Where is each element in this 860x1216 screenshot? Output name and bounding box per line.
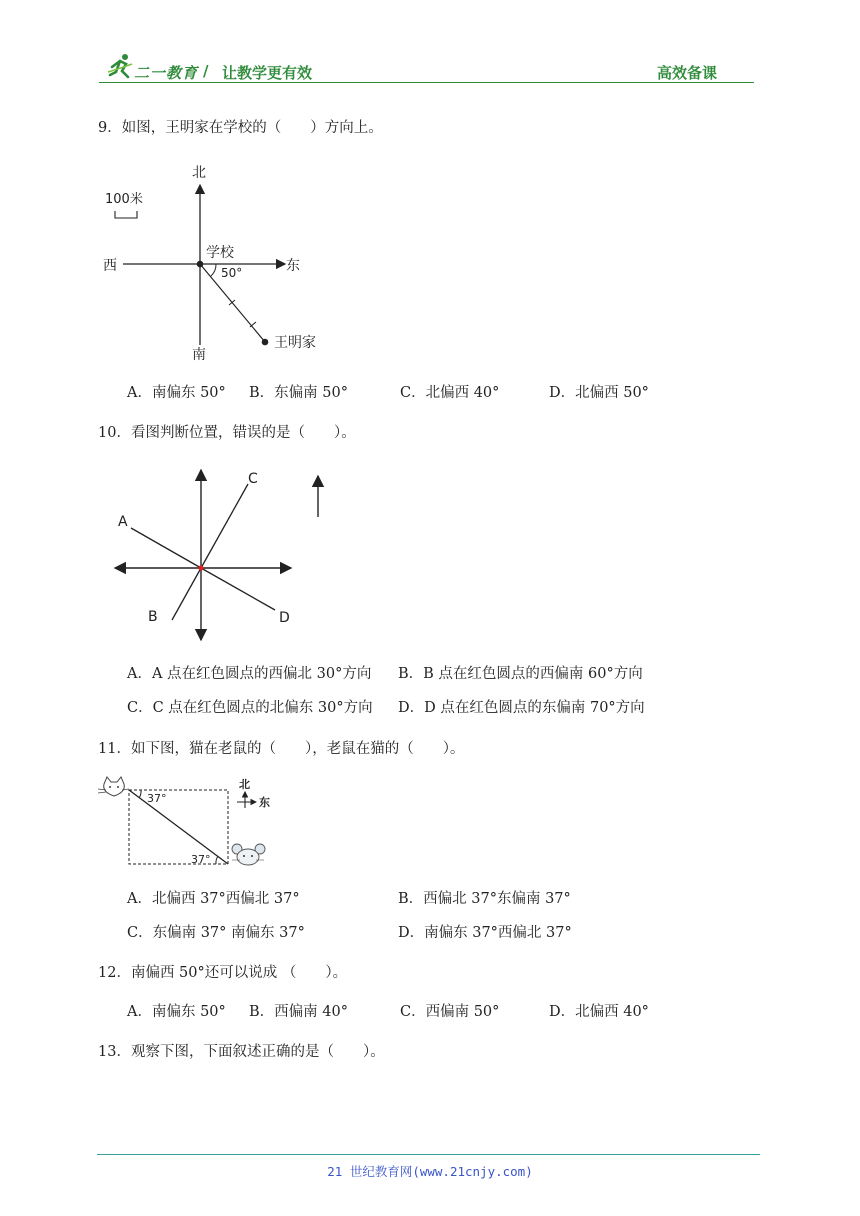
point-a-label: A — [118, 514, 128, 530]
north-label: 北 — [192, 165, 206, 181]
question-10-option-b[interactable]: B．B 点在红色圆点的西偏南 60°方向 — [398, 666, 643, 682]
question-10-figure — [105, 462, 345, 642]
angle-arc-top — [139, 790, 141, 798]
question-9-option-d[interactable]: D．北偏西 50° — [549, 385, 649, 401]
footer-text[interactable]: 21 世纪教育网(www.21cnjy.com) — [327, 1164, 533, 1179]
question-10-option-a[interactable]: A．A 点在红色圆点的西偏北 30°方向 — [127, 666, 372, 682]
point-d-label: D — [279, 610, 290, 626]
east-label: 东 — [286, 258, 300, 274]
question-12-option-b[interactable]: B．西偏南 40° — [249, 1004, 348, 1020]
compass-east-label: 东 — [259, 796, 270, 809]
header-separator: / — [203, 62, 209, 80]
question-11-option-d[interactable]: D．南偏东 37°西偏北 37° — [398, 925, 572, 941]
question-11-option-c[interactable]: C．东偏南 37° 南偏东 37° — [127, 925, 305, 941]
scale-label: 100米 — [105, 192, 143, 207]
logo-runner-icon — [106, 52, 134, 80]
angle-arc — [211, 264, 216, 276]
question-11-option-b[interactable]: B．西偏北 37°东偏南 37° — [398, 891, 571, 907]
header — [0, 0, 860, 90]
question-11-stem: 11．如下图，猫在老鼠的（ ），老鼠在猫的（ ）。 — [98, 741, 465, 757]
ray-b — [172, 568, 201, 620]
question-11-figure — [96, 774, 286, 874]
angle-top-label: 37° — [147, 792, 167, 805]
point-c-label: C — [248, 471, 258, 487]
question-12-option-d[interactable]: D．北偏西 40° — [549, 1004, 649, 1020]
south-label: 南 — [192, 347, 206, 363]
angle-bottom-label: 37° — [191, 853, 211, 866]
school-label: 学校 — [206, 245, 234, 261]
angle-arc-bottom — [216, 856, 218, 864]
home-point — [262, 339, 269, 346]
question-10-stem: 10．看图判断位置，错误的是（ ）。 — [98, 425, 356, 441]
question-12-stem: 12．南偏西 50°还可以说成 （ ）。 — [98, 965, 348, 981]
point-b-label: B — [148, 609, 158, 625]
compass-north-label: 北 — [239, 778, 250, 791]
header-right-label: 高效备课 — [657, 64, 718, 82]
scale-bar — [115, 211, 137, 218]
cat-mouse-line — [129, 790, 228, 864]
ray-a — [131, 528, 201, 568]
ray-c — [201, 484, 248, 568]
question-9-option-c[interactable]: C．北偏西 40° — [400, 385, 500, 401]
header-slogan: 让教学更有效 — [222, 64, 313, 82]
header-divider — [99, 82, 754, 83]
question-10-option-c[interactable]: C．C 点在红色圆点的北偏东 30°方向 — [127, 700, 373, 716]
ray-d — [201, 568, 275, 610]
question-9-option-a[interactable]: A．南偏东 50° — [127, 385, 226, 401]
logo-text: 二一教育 — [134, 64, 199, 82]
footer-divider — [97, 1154, 760, 1155]
red-dot — [198, 565, 203, 570]
question-11-option-a[interactable]: A．北偏西 37°西偏北 37° — [127, 891, 300, 907]
question-9-figure — [95, 155, 355, 370]
angle-label: 50° — [221, 266, 243, 280]
west-label: 西 — [103, 258, 117, 274]
question-10-option-d[interactable]: D．D 点在红色圆点的东偏南 70°方向 — [398, 700, 645, 716]
home-label: 王明家 — [274, 335, 316, 351]
question-9-stem: 9．如图，王明家在学校的（ ）方向上。 — [98, 120, 383, 136]
question-13-stem: 13．观察下图，下面叙述正确的是（ ）。 — [98, 1044, 385, 1060]
question-12-option-c[interactable]: C．西偏南 50° — [400, 1004, 500, 1020]
cat-icon — [98, 777, 129, 796]
question-12-option-a[interactable]: A．南偏东 50° — [127, 1004, 226, 1020]
mouse-icon — [232, 844, 265, 865]
question-9-option-b[interactable]: B．东偏南 50° — [249, 385, 348, 401]
